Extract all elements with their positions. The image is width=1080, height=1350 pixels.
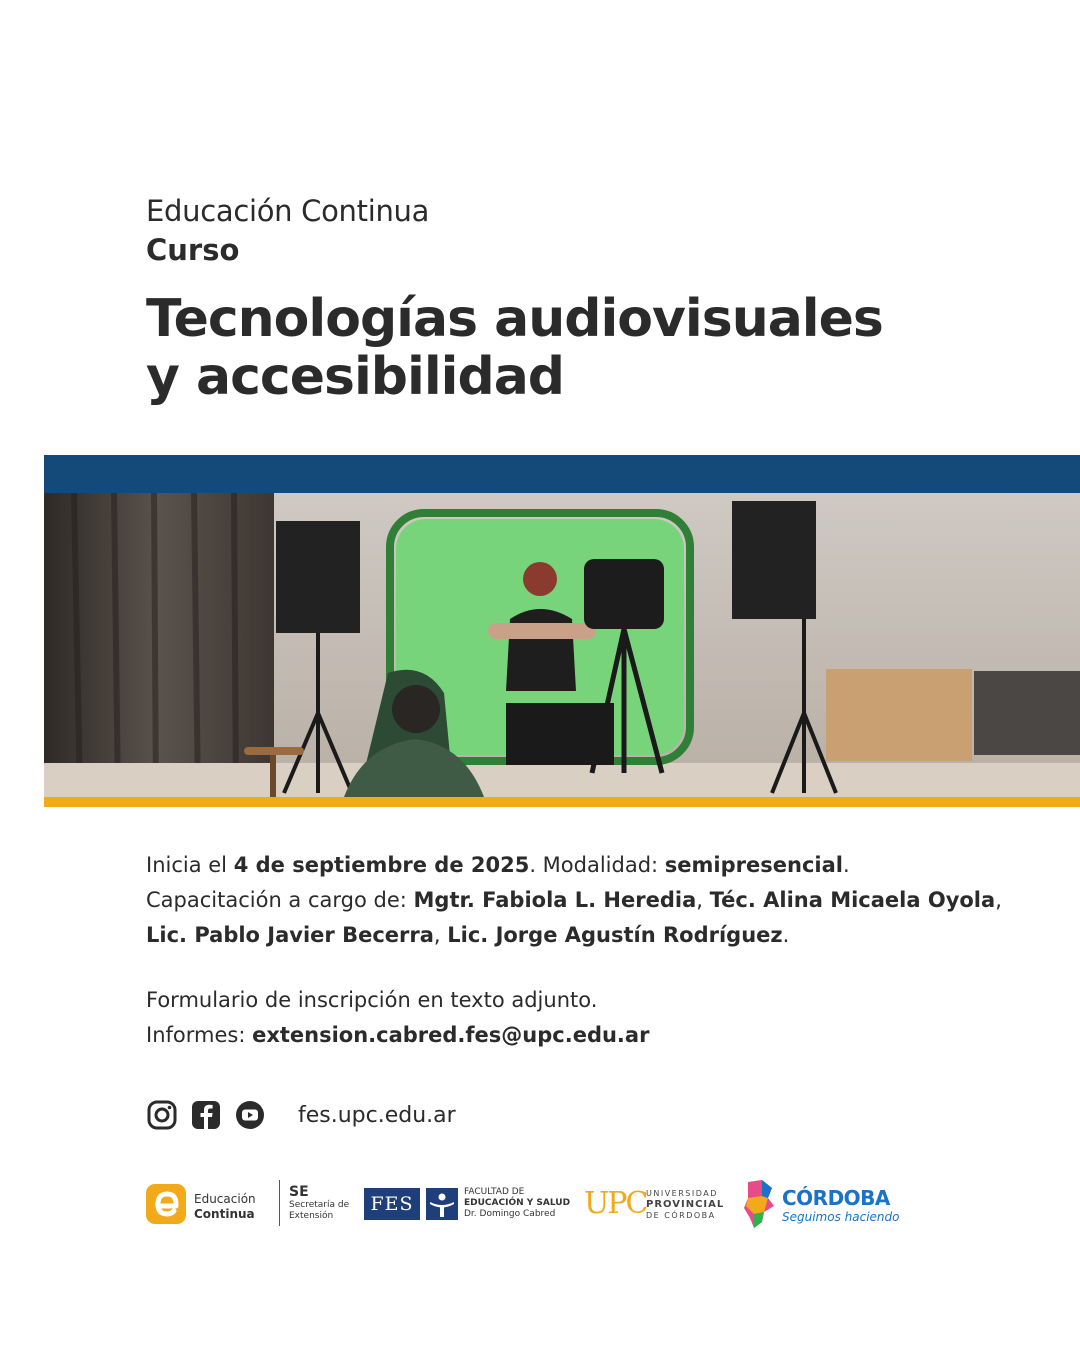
blue-band (44, 455, 1080, 493)
studio-photo (44, 493, 1080, 797)
ec-line-2: Continua (194, 1207, 255, 1221)
instructor-1: Mgtr. Fabiola L. Heredia (413, 888, 697, 912)
cordoba-logo-text (782, 1186, 900, 1224)
upc-line-1: UNIVERSIDAD (646, 1189, 718, 1198)
ec-line-1: Educación (194, 1192, 256, 1206)
cordoba-logo-icon (742, 1178, 776, 1230)
separator: , (696, 888, 710, 912)
program-name: Educación Continua (146, 194, 430, 228)
se-line-2: Extensión (289, 1211, 334, 1221)
educacion-continua-logo-text (194, 1192, 256, 1222)
se-line-1: Secretaría de (289, 1200, 350, 1210)
secretaria-extension-logo (289, 1184, 349, 1222)
start-line (146, 848, 1046, 883)
modality-label: . Modalidad: (529, 853, 665, 877)
title-line-1: Tecnologías audiovisuales (146, 289, 883, 349)
course-title (146, 290, 1046, 406)
separator: , (995, 888, 1002, 912)
course-type: Curso (146, 233, 240, 267)
contact-email[interactable]: extension.cabred.fes@upc.edu.ar (252, 1023, 650, 1047)
instructors-end: . (782, 923, 790, 947)
fes-logo: FES (364, 1188, 420, 1220)
upc-line-3: DE CÓRDOBA (646, 1211, 716, 1220)
instructors-line (146, 883, 1046, 918)
instructor-4: Lic. Jorge Agustín Rodríguez (447, 923, 783, 947)
se-abbr: SE (289, 1184, 309, 1200)
fes-emblem-icon (426, 1188, 458, 1220)
social-links (146, 1098, 456, 1132)
fes-line-1: FACULTAD DE (464, 1187, 525, 1197)
sponsor-logos (146, 1178, 926, 1232)
fes-line-3: Dr. Domingo Cabred (464, 1209, 556, 1219)
cordoba-slogan: Seguimos haciendo (782, 1210, 900, 1224)
instagram-icon[interactable] (146, 1099, 178, 1131)
start-date: 4 de septiembre de 2025 (233, 853, 530, 877)
instructor-3: Lic. Pablo Javier Becerra (146, 923, 434, 947)
educacion-continua-logo-icon (146, 1184, 186, 1224)
website-link[interactable]: fes.upc.edu.ar (298, 1102, 456, 1128)
yellow-band (44, 797, 1080, 807)
upc-logo-text (646, 1188, 724, 1221)
photo-band (44, 455, 1080, 807)
modality-value: semipresencial (664, 853, 843, 877)
instructors-line-2 (146, 918, 1046, 953)
start-prefix: Inicia el (146, 853, 234, 877)
upc-logo-mark: UPC (584, 1186, 647, 1221)
contact-label: Informes: (146, 1023, 253, 1047)
start-end: . (842, 853, 850, 877)
youtube-icon[interactable] (234, 1099, 266, 1131)
fes-line-2: EDUCACIÓN Y SALUD (464, 1198, 571, 1208)
title-line-2: y accesibilidad (146, 347, 565, 407)
fes-logo-text (464, 1187, 570, 1220)
cordoba-name: CÓRDOBA (782, 1186, 890, 1210)
instructors-label: Capacitación a cargo de: (146, 888, 414, 912)
contact-line (146, 1018, 1046, 1053)
course-info (146, 848, 1046, 1053)
instructor-2: Téc. Alina Micaela Oyola (709, 888, 996, 912)
separator: , (433, 923, 448, 947)
upc-line-2: PROVINCIAL (646, 1199, 725, 1210)
form-note: Formulario de inscripción en texto adjunto. (146, 988, 598, 1012)
facebook-icon[interactable] (190, 1099, 222, 1131)
header (146, 192, 1046, 406)
logo-divider (279, 1180, 280, 1226)
